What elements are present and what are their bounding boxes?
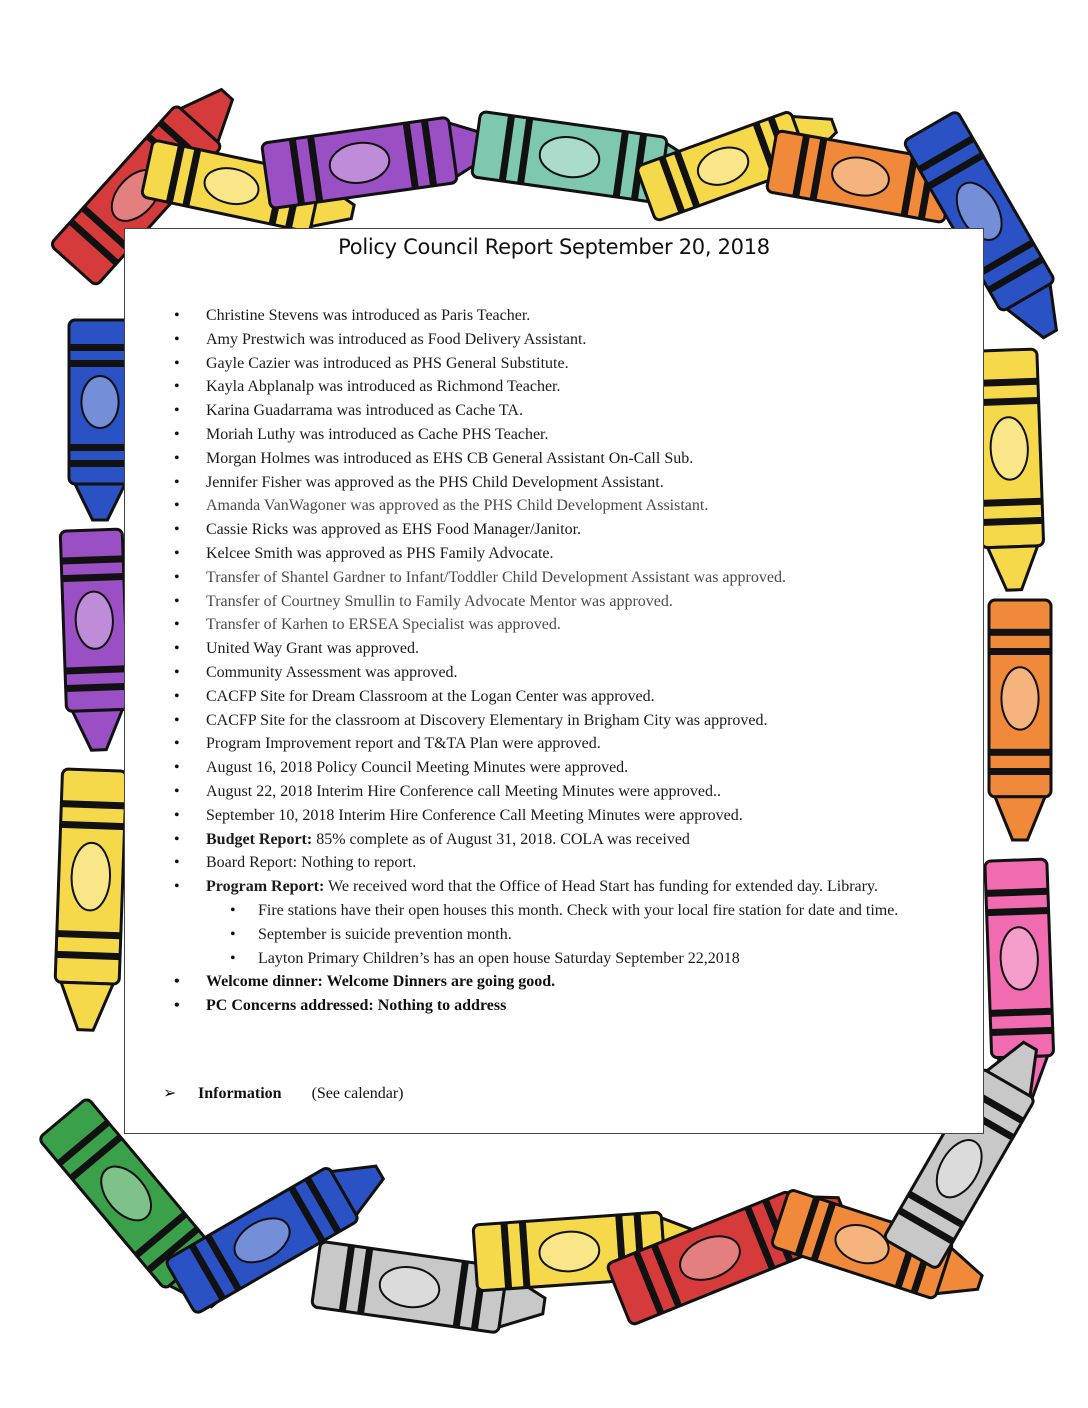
- crayon-shape: [69, 320, 131, 520]
- list-item: • Amy Prestwich was introduced as Food Delivery Assistant.: [125, 328, 945, 352]
- sub-list-item: • September is suicide prevention month.: [206, 923, 945, 947]
- crayon-shape: [989, 600, 1051, 840]
- page-title: Policy Council Report September 20, 2018: [338, 235, 770, 259]
- budget-report-label: Budget Report:: [206, 830, 313, 848]
- list-item: • August 16, 2018 Policy Council Meeting Minutes were approved.: [125, 756, 945, 780]
- list-item: • Jennifer Fisher was approved as the PHS Child Development Assistant.: [125, 471, 945, 495]
- welcome-dinner-item: • Welcome dinner: Welcome Dinners are going good.: [125, 970, 945, 994]
- information-line: [163, 1083, 404, 1103]
- report-card: [124, 228, 984, 1134]
- list-item: • September 10, 2018 Interim Hire Conference Call Meeting Minutes were approved.: [125, 804, 945, 828]
- list-item: • Kayla Abplanalp was introduced as Richmond Teacher.: [125, 375, 945, 399]
- report-list: [125, 304, 945, 1018]
- crayon-shape: [262, 111, 499, 208]
- list-item: • Community Assessment was approved.: [125, 661, 945, 685]
- list-item: • Christine Stevens was introduced as Paris Teacher.: [125, 304, 945, 328]
- list-item: • United Way Grant was approved.: [125, 637, 945, 661]
- crayon-shape: [53, 769, 126, 1031]
- list-item: • CACFP Site for the classroom at Discovery Elementary in Brigham City was approved.: [125, 709, 945, 733]
- arrow-icon: ➢: [163, 1085, 177, 1102]
- crayon-shape: [975, 349, 1045, 591]
- board-report-item: • Board Report: Nothing to report.: [125, 851, 945, 875]
- list-item: • Transfer of Courtney Smullin to Family Advocate Mentor was approved.: [125, 590, 945, 614]
- list-item: • Kelcee Smith was approved as PHS Family Advocate.: [125, 542, 945, 566]
- list-item: • Cassie Ricks was approved as EHS Food Manager/Janitor.: [125, 518, 945, 542]
- program-sublist: [206, 899, 945, 970]
- list-item: • August 22, 2018 Interim Hire Conference call Meeting Minutes were approved..: [125, 780, 945, 804]
- list-item: • Gayle Cazier was introduced as PHS General Substitute.: [125, 352, 945, 376]
- list-item: • Transfer of Shantel Gardner to Infant/Toddler Child Development Assistant was approved.: [125, 566, 945, 590]
- information-note: (See calendar): [311, 1085, 404, 1102]
- sub-list-item: • Fire stations have their open houses this month. Check with your local fire station for date and time.: [206, 899, 945, 923]
- crayon-shape: [60, 529, 130, 751]
- list-item: • Transfer of Karhen to ERSEA Specialist was approved.: [125, 613, 945, 637]
- program-report-label: Program Report:: [206, 878, 325, 896]
- program-report-item: [125, 875, 945, 970]
- budget-report-text: 85% complete as of August 31, 2018. COLA was received: [312, 830, 690, 848]
- pc-concerns-item: • PC Concerns addressed: Nothing to address: [125, 994, 945, 1018]
- list-item: • Moriah Luthy was introduced as Cache PHS Teacher.: [125, 423, 945, 447]
- information-label: Information: [198, 1085, 282, 1102]
- list-item: • Program Improvement report and T&TA Plan were approved.: [125, 732, 945, 756]
- sub-list-item: • Layton Primary Children’s has an open house Saturday September 22,2018: [206, 947, 945, 971]
- list-item: • CACFP Site for Dream Classroom at the Logan Center was approved.: [125, 685, 945, 709]
- budget-report-item: [125, 828, 945, 852]
- program-report-text: We received word that the Office of Head Start has funding for extended day. Library.: [324, 878, 878, 896]
- list-item: • Karina Guadarrama was introduced as Cache TA.: [125, 399, 945, 423]
- list-item: • Amanda VanWagoner was approved as the PHS Child Development Assistant.: [125, 494, 945, 518]
- list-item: • Morgan Holmes was introduced as EHS CB General Assistant On-Call Sub.: [125, 447, 945, 471]
